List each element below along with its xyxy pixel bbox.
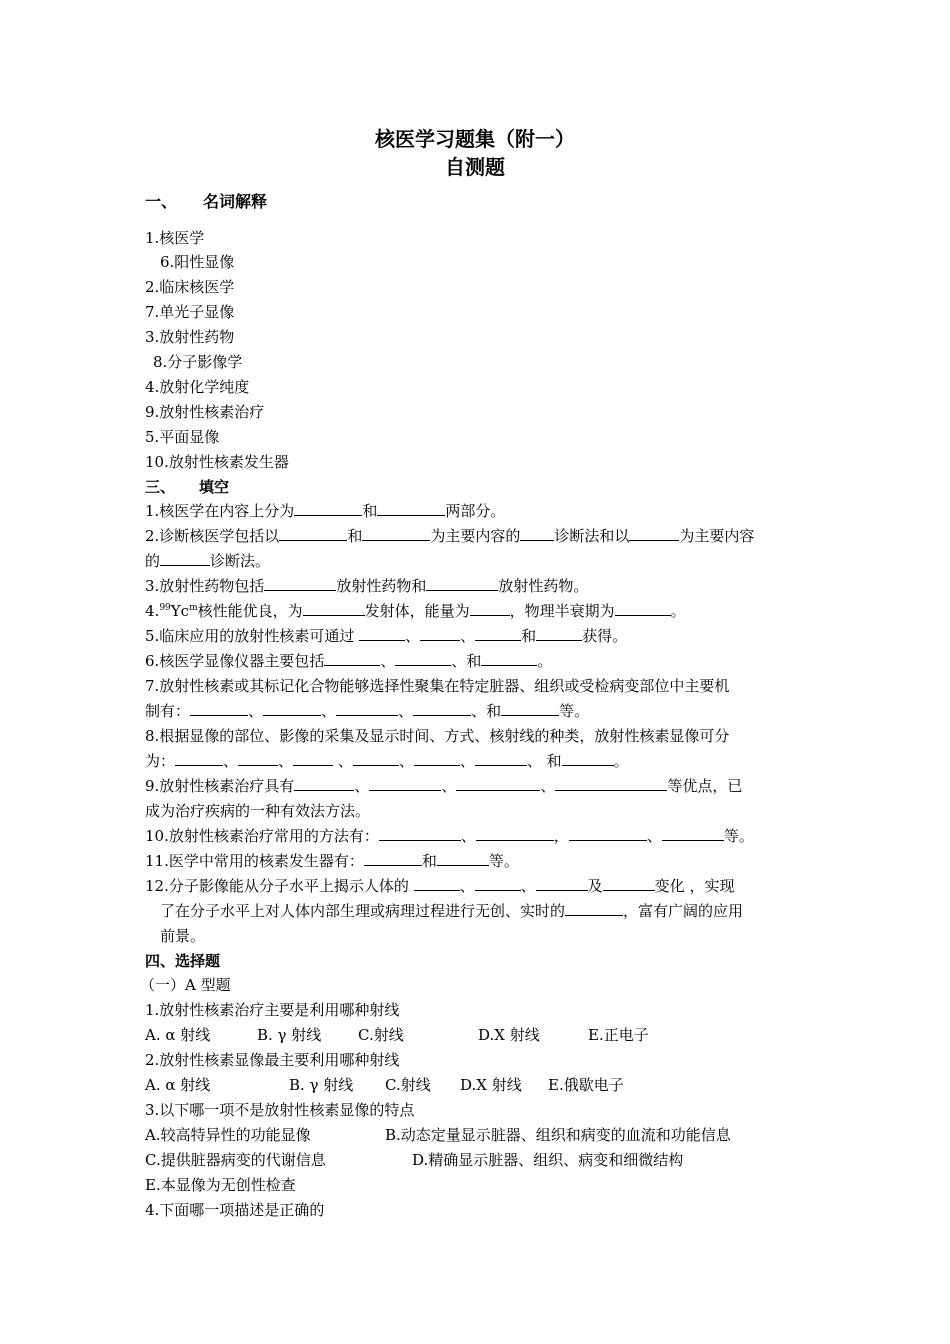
blank[interactable] (420, 626, 460, 641)
fill-q4: 4.99Yc$^m$核性能优良，为 发射体，能量为 ，物理半衰期为 。 (145, 602, 686, 620)
term-item: 7.单光子显像 (145, 303, 235, 321)
term-item: 10.放射性核素发生器 (145, 453, 289, 471)
fill-q12: 12.分子影像能从分子水平上揭示人体的 、 、 及 变化 ，实现 (145, 877, 735, 895)
fill-q9: 9.放射性核素治疗具有 、 、 、 等优点，已 (145, 777, 743, 795)
term-item: 2.临床核医学 (145, 278, 235, 296)
blank[interactable] (369, 776, 441, 791)
fill-q7: 7.放射性核素或其标记化合物能够选择性聚集在特定脏器、组织或受检病变部位中主要机 (145, 677, 730, 695)
blank[interactable] (437, 851, 489, 866)
section-3-heading (145, 477, 229, 497)
blank[interactable] (379, 826, 461, 841)
blank[interactable] (294, 501, 362, 516)
fill-q10: 10.放射性核素治疗常用的方法有： 、 ， 、 等。 (145, 827, 754, 845)
fill-q9-cont: 成为治疗疾病的一种有效法方法。 (145, 802, 371, 820)
blank[interactable] (555, 776, 667, 791)
choice-q1-option[interactable]: A. α 射线 (145, 1026, 211, 1044)
blank[interactable] (362, 526, 430, 541)
fill-q6: 6.核医学显像仪器主要包括 、 、和 。 (145, 652, 553, 670)
fill-q11: 11.医学中常用的核素发生器有： 和 等。 (145, 852, 519, 870)
blank[interactable] (569, 826, 647, 841)
section-3-number: 三、 (145, 478, 176, 496)
blank[interactable] (364, 851, 422, 866)
blank[interactable] (336, 701, 398, 716)
blank[interactable] (476, 826, 554, 841)
choice-q2: 2.放射性核素显像最主要利用哪种射线 (145, 1051, 400, 1069)
choice-q2-option[interactable]: A. α 射线 (145, 1076, 211, 1094)
fill-q5: 5.临床应用的放射性核素可通过 、 、 和 获得。 (145, 627, 628, 645)
choice-q4: 4.下面哪一项描述是正确的 (145, 1201, 325, 1219)
fill-q8-cont: 为： 、 、 、 、 、 、 和 。 (145, 752, 629, 770)
blank[interactable] (615, 601, 671, 616)
blank[interactable] (359, 626, 405, 641)
blank[interactable] (413, 701, 471, 716)
fill-q7-cont: 制有： 、 、 、 、和 等。 (145, 702, 590, 720)
term-item: 5.平面显像 (145, 428, 220, 446)
blank[interactable] (520, 526, 554, 541)
blank[interactable] (263, 701, 321, 716)
blank[interactable] (456, 776, 540, 791)
choice-q2-option[interactable]: B. γ 射线 (289, 1076, 354, 1094)
blank[interactable] (426, 576, 498, 591)
choice-q2-option[interactable]: E.俄歇电子 (548, 1076, 624, 1094)
blank[interactable] (475, 751, 527, 766)
blank[interactable] (190, 701, 248, 716)
blank[interactable] (565, 901, 623, 916)
blank[interactable] (536, 876, 588, 891)
document-title: 核医学习题集（附一） (375, 127, 575, 151)
section-1-number: 一、 (145, 192, 178, 211)
choice-q1-option[interactable]: B. γ 射线 (257, 1026, 322, 1044)
section-4-subheading: （一）A 型题 (140, 976, 231, 994)
blank[interactable] (279, 526, 347, 541)
blank[interactable] (562, 751, 614, 766)
section-1-heading (145, 192, 267, 212)
blank[interactable] (501, 701, 559, 716)
blank[interactable] (175, 751, 223, 766)
fill-q8: 8.根据显像的部位、影像的采集及显示时间、方式、核射线的种类，放射性核素显像可分 (145, 727, 730, 745)
term-item: 3.放射性药物 (145, 328, 235, 346)
blank[interactable] (475, 876, 521, 891)
blank[interactable] (238, 751, 278, 766)
term-item: 6.阳性显像 (160, 253, 235, 271)
choice-q1-option[interactable]: D.X 射线 (478, 1026, 540, 1044)
blank[interactable] (662, 826, 724, 841)
blank[interactable] (303, 601, 365, 616)
choice-q3-option[interactable]: B.动态定量显示脏器、组织和病变的血流和功能信息 (385, 1126, 731, 1144)
blank[interactable] (414, 876, 460, 891)
blank[interactable] (294, 776, 354, 791)
fill-q12-end: 前景。 (160, 927, 206, 945)
choice-q3-option[interactable]: C.提供脏器病变的代谢信息 (145, 1151, 326, 1169)
blank[interactable] (264, 576, 336, 591)
blank[interactable] (481, 651, 537, 666)
section-4-heading: 四、选择题 (145, 952, 221, 970)
choice-q3-option[interactable]: E.本显像为无创性检查 (145, 1176, 296, 1194)
fill-q12-cont: 了在分子水平上对人体内部生理或病理过程进行无创、实时的 ，富有广阔的应用 (160, 902, 744, 920)
fill-q2: 2.诊断核医学包括以 和 为主要内容的 诊断法和以 为主要内容 (145, 527, 755, 545)
blank[interactable] (353, 751, 399, 766)
choice-q3: 3.以下哪一项不是放射性核素显像的特点 (145, 1101, 415, 1119)
fill-q3: 3.放射性药物包括 放射性药物和 放射性药物。 (145, 577, 589, 595)
blank[interactable] (536, 626, 582, 641)
blank[interactable] (629, 526, 679, 541)
term-item: 8.分子影像学 (153, 353, 243, 371)
blank[interactable] (160, 551, 210, 566)
choice-q3-option[interactable]: D.精确显示脏器、组织、病变和细微结构 (412, 1151, 684, 1169)
choice-q1: 1.放射性核素治疗主要是利用哪种射线 (145, 1001, 400, 1019)
blank[interactable] (377, 501, 445, 516)
fill-q2-cont: 的 诊断法。 (145, 552, 271, 570)
blank[interactable] (395, 651, 451, 666)
blank[interactable] (293, 751, 333, 766)
section-3-label: 填空 (199, 478, 230, 496)
term-item: 9.放射性核素治疗 (145, 403, 265, 421)
blank[interactable] (414, 751, 460, 766)
blank[interactable] (470, 601, 510, 616)
section-1-label: 名词解释 (203, 192, 268, 211)
blank[interactable] (324, 651, 380, 666)
term-item: 4.放射化学纯度 (145, 378, 250, 396)
choice-q1-option[interactable]: C.射线 (358, 1026, 404, 1044)
term-item: 1.核医学 (145, 229, 205, 247)
choice-q2-option[interactable]: D.X 射线 (460, 1076, 522, 1094)
choice-q2-option[interactable]: C.射线 (385, 1076, 431, 1094)
choice-q1-option[interactable]: E.正电子 (588, 1026, 649, 1044)
choice-q3-option[interactable]: A.较高特异性的功能显像 (145, 1126, 311, 1144)
blank[interactable] (475, 626, 521, 641)
blank[interactable] (603, 876, 655, 891)
document-subtitle: 自测题 (445, 155, 505, 179)
fill-q1: 1.核医学在内容上分为 和 两部分。 (145, 502, 506, 520)
